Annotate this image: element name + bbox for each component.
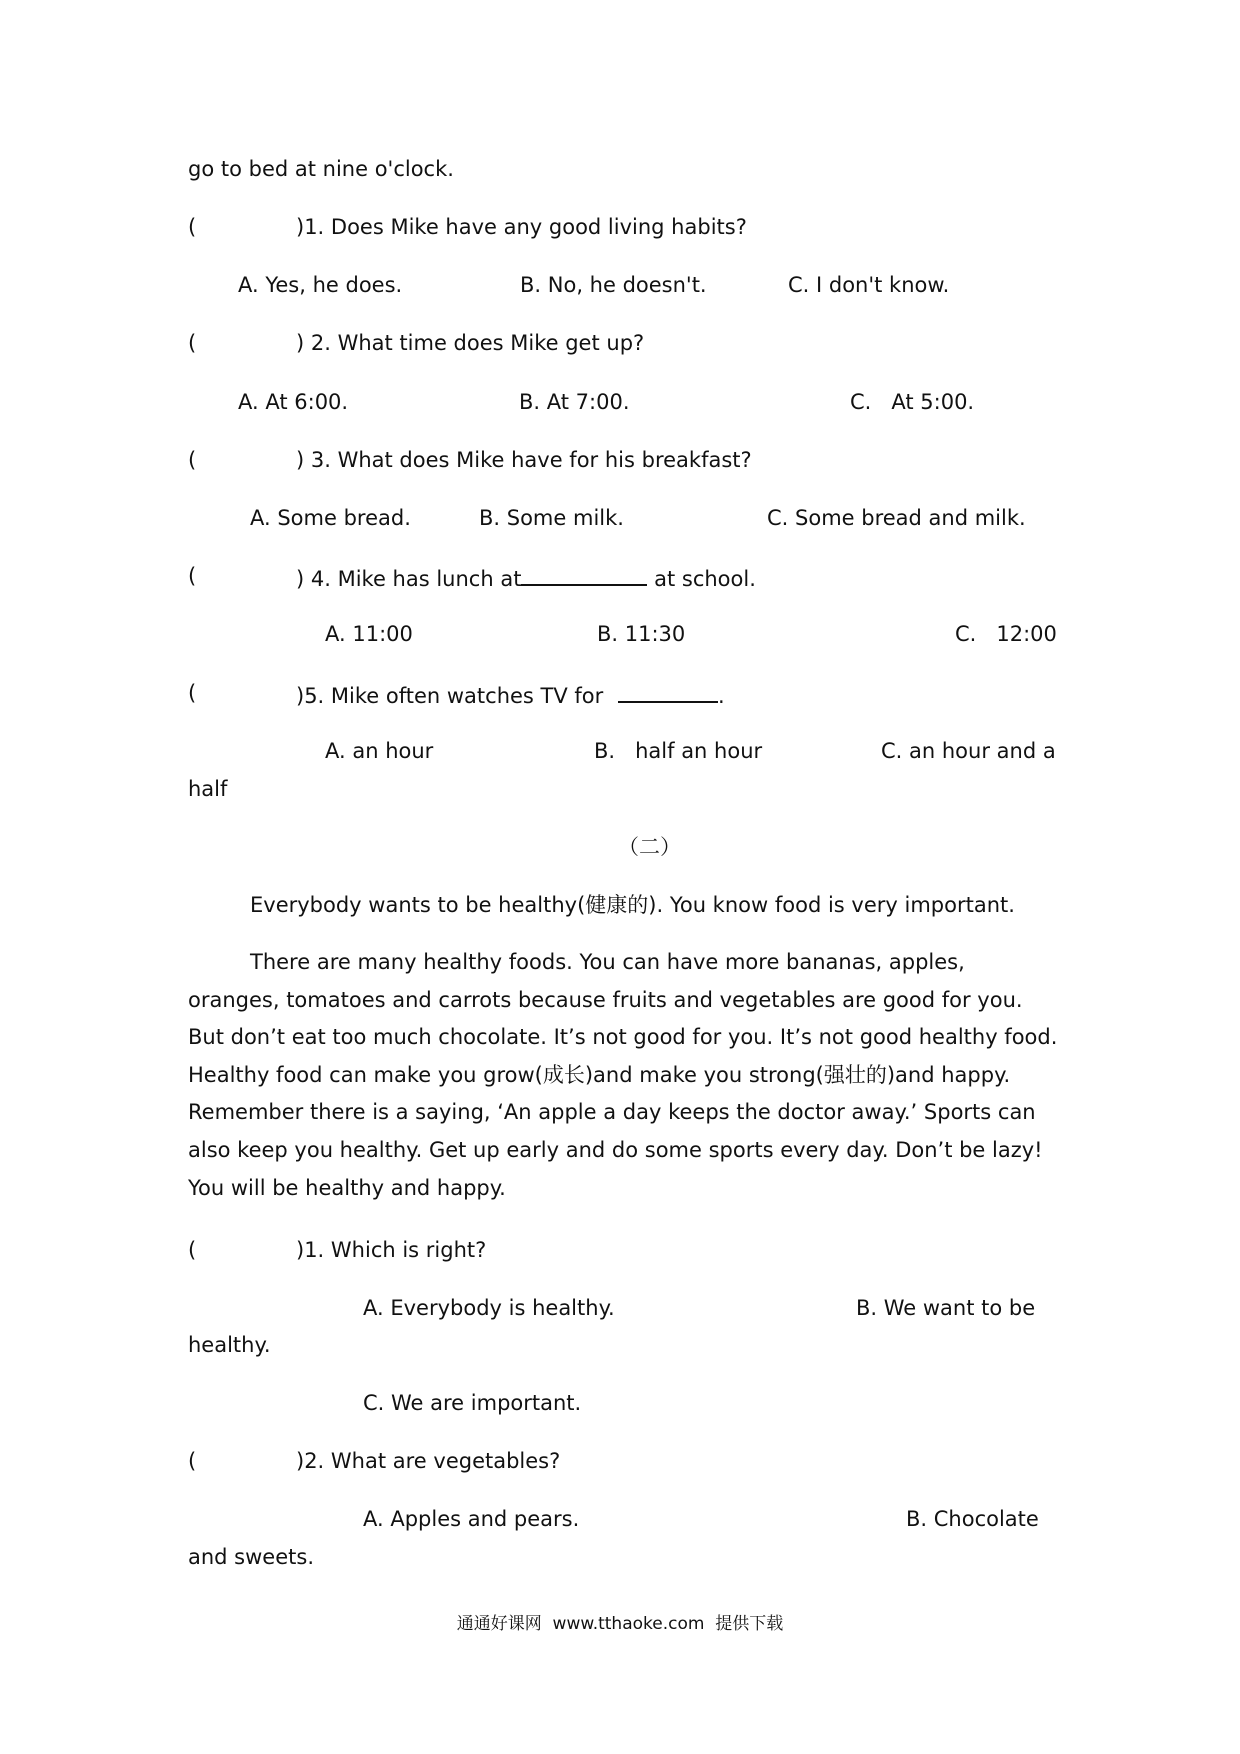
question-text: ) 4. Mike has lunch at — [296, 567, 522, 591]
option-b: B. No, he doesn't. — [520, 273, 707, 297]
question-paren: ( — [188, 215, 197, 239]
question-paren: ( — [188, 564, 197, 588]
option-wrap: half — [188, 777, 228, 801]
option-b: B. Chocolate — [906, 1507, 1039, 1531]
option-b: B. Some milk. — [479, 506, 624, 530]
option-wrap: healthy. — [188, 1333, 271, 1357]
page-footer: 通通好课网 www.tthaoke.com 提供下载 — [456, 1614, 784, 1634]
option-b: B. We want to be — [856, 1296, 1036, 1320]
option-a: A. Yes, he does. — [238, 273, 403, 297]
option-c: C. an hour and a — [881, 739, 1056, 763]
option-c: C. 12:00 — [955, 622, 1057, 646]
option-c: C. At 5:00. — [850, 390, 975, 414]
option-a: A. Everybody is healthy. — [363, 1296, 615, 1320]
question-paren: ( — [188, 1449, 197, 1473]
question-3: ) 3. What does Mike have for his breakfast? — [296, 448, 752, 472]
question-text: . — [717, 684, 725, 708]
option-a: A. Some bread. — [250, 506, 411, 530]
option-c: C. We are important. — [363, 1391, 582, 1415]
option-b: B. half an hour — [594, 739, 763, 763]
question-1: )1. Does Mike have any good living habits? — [296, 215, 747, 239]
passage — [188, 887, 1058, 925]
question-2: )2. What are vegetables? — [296, 1449, 561, 1473]
option-c: C. Some bread and milk. — [767, 506, 1026, 530]
question-paren: ( — [188, 448, 197, 472]
option-wrap: and sweets. — [188, 1545, 314, 1569]
answer-blank — [521, 562, 647, 586]
passage-paragraph-2: There are many healthy foods. You can have more bananas, apples, oranges, tomatoes and carrots because fruits and vegetables are good for you. But don’t eat too much chocolate. It’s not good for you. It’s not good healthy food. Healthy food can make you grow(成长)and make you strong(强壮的)and happy. Remember there is a saying, ‘An apple a day keeps the doctor away.’ Sports can also keep you healthy. Get up early and do some sports every day. Don’t be lazy! You will be healthy and happy. — [188, 950, 1058, 1200]
section-heading: （二） — [618, 835, 681, 859]
option-c: C. I don't know. — [788, 273, 950, 297]
option-b: B. At 7:00. — [519, 390, 630, 414]
option-a: A. At 6:00. — [238, 390, 349, 414]
question-paren: ( — [188, 681, 197, 705]
question-paren: ( — [188, 331, 197, 355]
passage-paragraph-1: Everybody wants to be healthy(健康的). You know food is very important. — [250, 893, 1015, 917]
option-a: A. an hour — [325, 739, 434, 763]
option-b: B. 11:30 — [597, 622, 686, 646]
option-a: A. 11:00 — [325, 622, 413, 646]
passage — [188, 944, 1058, 1207]
option-a: A. Apples and pears. — [363, 1507, 580, 1531]
answer-blank — [618, 679, 718, 703]
question-5 — [296, 679, 725, 710]
question-text: )5. Mike often watches TV for — [296, 684, 610, 708]
question-4 — [296, 562, 756, 593]
question-2: ) 2. What time does Mike get up? — [296, 331, 645, 355]
tail-line: go to bed at nine o'clock. — [188, 157, 454, 181]
question-text: at school. — [647, 567, 756, 591]
question-paren: ( — [188, 1238, 197, 1262]
question-1: )1. Which is right? — [296, 1238, 487, 1262]
